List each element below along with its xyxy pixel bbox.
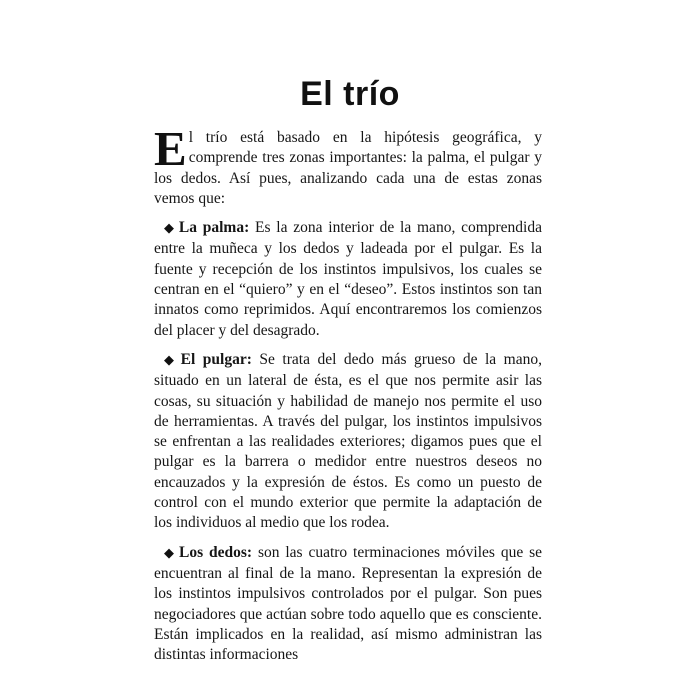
- diamond-icon: ◆: [164, 352, 178, 368]
- section-palma: [154, 218, 542, 341]
- section-text: Se trata del dedo más grueso de la mano, situado en un lateral de ésta, es el que nos permite asir las cosas, su situación y habilidad de manejo nos permite el uso de herramientas. A través del pulgar, los instintos impulsivos se enfrentan a las realidades exteriores; digamos pues que el pulgar es la barrera o medidor entre nuestros deseos no encauzados y la expresión de éstos. Es como un puesto de control con el mundo exterior que permite la adaptación de los individuos al medio que los rodea.: [154, 350, 542, 532]
- section-text: son las cuatro terminaciones móviles que se encuentran al final de la mano. Representan la expresión de los instintos impulsivos controlados por el pulgar. Son pues negociadores que actúan sobre todo aquello que es consciente. Están implicados en la realidad, así mismo administran las distintas informaciones: [154, 543, 542, 664]
- section-term: La palma:: [178, 219, 250, 237]
- drop-cap: E: [154, 121, 187, 176]
- intro-text: l trío está basado en la hipótesis geográfica, y comprende tres zonas importantes: la palma, el pulgar y los dedos. Así pues, analizando cada una de estas zonas vemos que:: [154, 129, 542, 207]
- diamond-icon: ◆: [164, 221, 176, 237]
- body-text: [154, 121, 542, 674]
- section-pulgar: [154, 350, 542, 534]
- diamond-icon: ◆: [164, 545, 176, 561]
- section-dedos: [154, 543, 542, 666]
- section-term: Los dedos:: [179, 543, 253, 561]
- section-text: Es la zona interior de la mano, comprendida entre la muñeca y los dedos y ladeada por el pulgar. Es la fuente y recepción de los instintos impulsivos, los cuales se centran en el “quiero” y en el “deseo”. Estos instintos son tan innatos como reprimidos. Aquí encontraremos los comienzos del placer y del desagrado.: [154, 219, 542, 339]
- intro-paragraph: [154, 121, 542, 209]
- section-term: El pulgar:: [180, 350, 252, 368]
- page-title: El trío: [300, 75, 400, 113]
